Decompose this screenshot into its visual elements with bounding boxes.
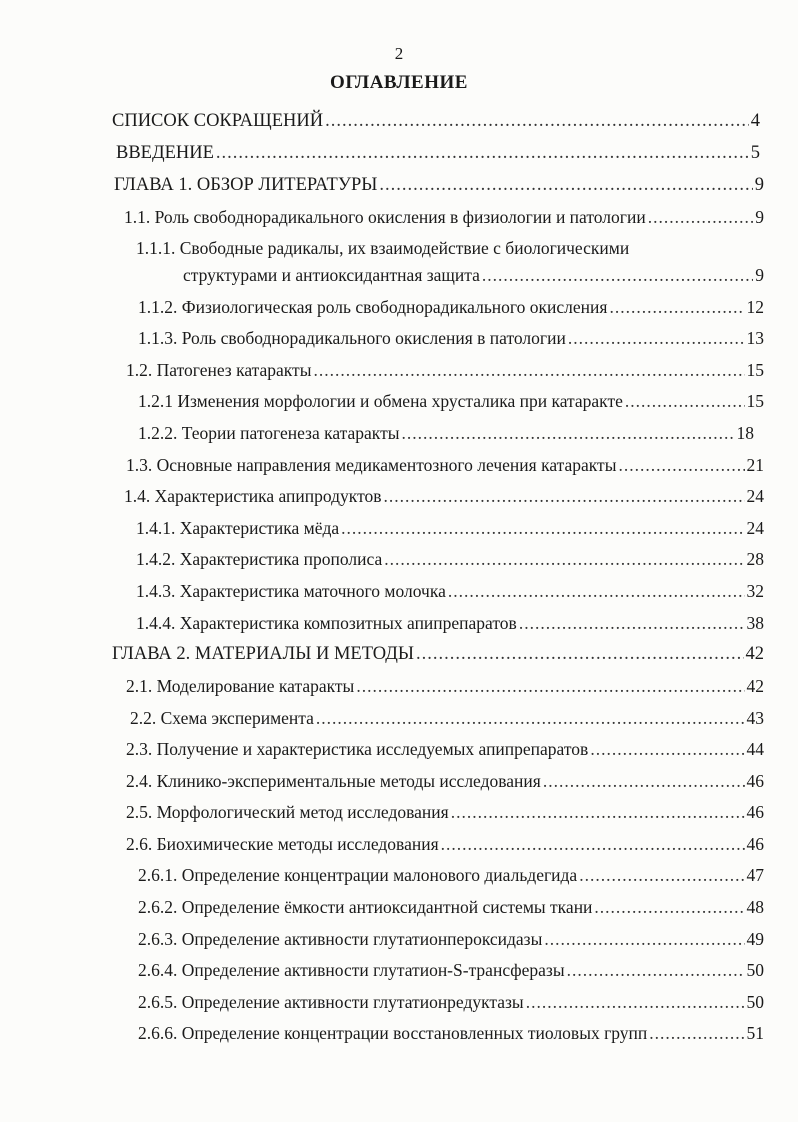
toc-entry-text: ГЛАВА 1. ОБЗОР ЛИТЕРАТУРЫ: [114, 175, 378, 195]
toc-entry-page: 48: [746, 897, 764, 917]
toc-entry-page: 42: [745, 644, 764, 664]
toc-entry[interactable]: [126, 359, 764, 381]
toc-entry-text: 2.6.1. Определение концентрации малонового диальдегида: [138, 865, 578, 885]
toc-entry-page: 50: [746, 992, 764, 1012]
toc-entry-page: 47: [746, 865, 764, 885]
toc-entry-text: 2.1. Моделирование катаракты: [126, 676, 355, 696]
toc-entry-page: 9: [755, 207, 764, 227]
toc-entry[interactable]: [126, 833, 764, 855]
toc-leader-dots: [448, 580, 745, 602]
toc-entry[interactable]: [183, 264, 764, 286]
toc-entry[interactable]: [116, 142, 760, 164]
toc-entry[interactable]: [114, 174, 764, 196]
toc-entry-text: структурами и антиоксидантная защита: [183, 265, 480, 285]
toc-leader-dots: [416, 643, 744, 665]
toc-entry-text: 1.4.3. Характеристика маточного молочка: [136, 581, 446, 601]
toc-leader-dots: [482, 264, 753, 286]
toc-leader-dots: [594, 896, 744, 918]
toc-entry[interactable]: [126, 801, 764, 823]
toc-entry-page: 50: [746, 960, 764, 980]
toc-entry-page: 46: [746, 771, 764, 791]
toc-entry-page: 46: [746, 834, 764, 854]
toc-title: ОГЛАВЛЕНИЕ: [330, 72, 468, 93]
toc-leader-dots: [567, 959, 745, 981]
toc-entry-text: 2.6.3. Определение активности глутатионпероксидазы: [138, 929, 543, 949]
toc-entry-text: 2.6.2. Определение ёмкости антиоксидантной системы ткани: [138, 897, 593, 917]
toc-entry[interactable]: [138, 390, 764, 412]
toc-entry-first-line[interactable]: 1.1.1. Свободные радикалы, их взаимодействие с биологическими: [136, 238, 630, 258]
toc-entry-page: 38: [746, 613, 764, 633]
toc-leader-dots: [356, 675, 744, 697]
toc-entry-page: 49: [746, 929, 764, 949]
toc-entry[interactable]: [130, 707, 764, 729]
toc-leader-dots: [441, 833, 745, 855]
toc-leader-dots: [325, 110, 749, 132]
toc-entry[interactable]: [124, 485, 764, 507]
toc-leader-dots: [648, 206, 754, 228]
toc-entry[interactable]: [138, 896, 764, 918]
toc-entry-page: 12: [746, 297, 764, 317]
toc-entry[interactable]: [138, 327, 764, 349]
toc-entry[interactable]: [126, 738, 764, 760]
toc-entry-text: 1.1.3. Роль свободнорадикального окисления в патологии: [138, 328, 566, 348]
toc-entry[interactable]: [138, 959, 764, 981]
toc-entry-text: ГЛАВА 2. МАТЕРИАЛЫ И МЕТОДЫ: [112, 644, 414, 664]
toc-leader-dots: [316, 707, 745, 729]
toc-entry-page: 28: [746, 549, 764, 569]
toc-entry-page: 24: [746, 518, 764, 538]
toc-entry-page: 24: [746, 486, 764, 506]
toc-entry[interactable]: [138, 422, 754, 444]
toc-entry[interactable]: [136, 548, 764, 570]
toc-entry-page: 18: [736, 423, 754, 443]
toc-leader-dots: [384, 485, 745, 507]
toc-entry-text: ВВЕДЕНИЕ: [116, 143, 214, 163]
page-number: 2: [394, 44, 404, 63]
toc-leader-dots: [519, 612, 745, 634]
toc-entry[interactable]: [136, 612, 764, 634]
toc-leader-dots: [341, 517, 744, 539]
toc-entry-text: 2.4. Клинико-экспериментальные методы исследования: [126, 771, 541, 791]
toc-entry-text: 1.2. Патогенез катаракты: [126, 360, 312, 380]
toc-leader-dots: [544, 928, 744, 950]
toc-entry[interactable]: [138, 864, 764, 886]
toc-entry-text: 1.4.2. Характеристика прополиса: [136, 549, 383, 569]
toc-entry[interactable]: [138, 991, 764, 1013]
toc-leader-dots: [579, 864, 744, 886]
toc-entry-text: 2.6. Биохимические методы исследования: [126, 834, 439, 854]
toc-entry-text: 2.6.5. Определение активности глутатионредуктазы: [138, 992, 524, 1012]
toc-entry-page: 21: [746, 455, 764, 475]
toc-entry[interactable]: [124, 206, 764, 228]
toc-entry-text: 1.2.1 Изменения морфологии и обмена хрусталика при катаракте: [138, 391, 623, 411]
toc-entry-page: 43: [746, 708, 764, 728]
toc-leader-dots: [379, 174, 752, 196]
toc-leader-dots: [649, 1022, 744, 1044]
toc-leader-dots: [451, 801, 745, 823]
toc-entry-text: 2.3. Получение и характеристика исследуемых апипрепаратов: [126, 739, 589, 759]
toc-entry[interactable]: [138, 928, 764, 950]
toc-entry-page: 9: [755, 265, 764, 285]
toc-entry[interactable]: [136, 517, 764, 539]
toc-entry-text: 1.2.2. Теории патогенеза катаракты: [138, 423, 400, 443]
toc-entry-text: 1.1.2. Физиологическая роль свободнорадикального окисления: [138, 297, 608, 317]
toc-entry-page: 42: [746, 676, 764, 696]
toc-leader-dots: [384, 548, 744, 570]
toc-leader-dots: [625, 390, 745, 412]
toc-leader-dots: [590, 738, 744, 760]
toc-leader-dots: [313, 359, 744, 381]
toc-entry-text: 1.4. Характеристика апипродуктов: [124, 486, 382, 506]
toc-entry-page: 46: [746, 802, 764, 822]
toc-entry-page: 4: [750, 111, 760, 131]
toc-leader-dots: [568, 327, 745, 349]
toc-leader-dots: [216, 142, 749, 164]
toc-entry-text: 2.6.6. Определение концентрации восстановленных тиоловых групп: [138, 1023, 648, 1043]
toc-entry[interactable]: [126, 454, 764, 476]
toc-leader-dots: [526, 991, 745, 1013]
toc-entry-page: 32: [746, 581, 764, 601]
toc-entry-page: 51: [746, 1023, 764, 1043]
toc-leader-dots: [543, 770, 745, 792]
toc-entry-text: 1.4.1. Характеристика мёда: [136, 518, 340, 538]
toc-entry-text: СПИСОК СОКРАЩЕНИЙ: [112, 111, 324, 131]
toc-entry-text: 1.1. Роль свободнорадикального окисления в физиологии и патологии: [124, 207, 646, 227]
toc-entry[interactable]: [138, 1022, 764, 1044]
toc-entry-page: 15: [746, 391, 764, 411]
toc-entry[interactable]: [136, 580, 764, 602]
toc-entry-text: 1.3. Основные направления медикаментозного лечения катаракты: [126, 455, 617, 475]
toc-entry-page: 13: [746, 328, 764, 348]
toc-entry-text: 2.5. Морфологический метод исследования: [126, 802, 449, 822]
toc-entry-text: 2.2. Схема эксперимента: [130, 708, 314, 728]
toc-entry[interactable]: [138, 296, 764, 318]
toc-entry-page: 44: [746, 739, 764, 759]
toc-entry-text: 1.4.4. Характеристика композитных апипрепаратов: [136, 613, 517, 633]
toc-leader-dots: [609, 296, 744, 318]
toc-leader-dots: [401, 422, 734, 444]
toc-entry[interactable]: [112, 643, 764, 665]
toc-entry[interactable]: [126, 770, 764, 792]
toc-entry[interactable]: [126, 675, 764, 697]
toc-entry-text: 2.6.4. Определение активности глутатион-S-трансферазы: [138, 960, 565, 980]
toc-entry-page: 15: [746, 360, 764, 380]
toc-leader-dots: [618, 454, 744, 476]
toc-entry[interactable]: [112, 110, 760, 132]
toc-entry-page: 9: [754, 175, 764, 195]
toc-entry-page: 5: [750, 143, 760, 163]
